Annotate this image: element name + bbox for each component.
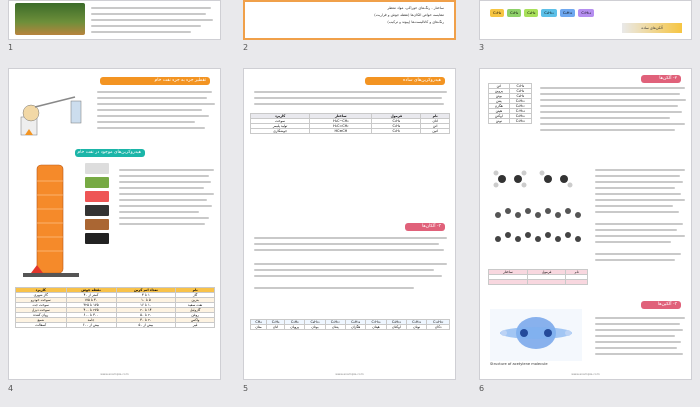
table-cell: تولید پلیمر [251,124,310,129]
table-cell: H₃C−CH₃ [310,119,372,124]
formula-chip: C₅H₁₀ [541,9,557,17]
table-cell: کمتر از ۴۰ [66,293,116,298]
table-cell: متان [251,325,267,330]
table-cell: C₂H₄ [372,124,421,129]
table-cell: اتان [267,325,285,330]
table-cell: سوخت [251,119,310,124]
table-cell: گاز [176,293,215,298]
column-header: کاربرد [16,288,67,293]
slide-number: 2 [243,43,249,52]
products-list [85,163,109,273]
table-cell: قیر [176,323,215,328]
slide-thumbnail-5[interactable] [243,68,456,380]
slide-number: 6 [479,384,485,393]
hydrocarbons-table [250,113,450,134]
table-cell: C₆H₁₂ [509,104,531,109]
table-cell: ۴۰۰ تا ۶۰۰ [66,313,116,318]
bullet: رنگ‌های و کاتالیست‌ها (پیوند و ترکیب) [387,20,444,24]
footer-text: www.example.com [100,372,129,376]
table-cell: C₂H₄ [509,84,531,89]
table-cell: شمع [16,318,67,323]
table-cell: پروپن [489,89,510,94]
section-header: هیدروکربن‌های ساده [365,77,445,85]
table-cell: ۴۰ تا ۱۷۵ [66,298,116,303]
table-cell: C₄H₈ [509,94,531,99]
slide-number: 1 [8,43,14,52]
column-header: فرمول [527,270,565,275]
section-header: تقطیر جزء به جزء نفت خام [100,77,210,85]
table-cell: اوکتان [386,325,406,330]
table-cell: C₉H₂₀ [407,320,427,325]
section-header: ۲- آلکن‌ها [641,75,681,83]
table-cell: جامد [66,318,116,323]
table-cell: ۲۰ تا ۵۰ [116,313,176,318]
table-cell: C₂H₆ [267,320,285,325]
table-cell: اوکتن [489,114,510,119]
table-cell: بوتن [489,94,510,99]
slide-number: 3 [479,43,485,52]
column-header: نام [566,270,588,275]
formula-chip: C₃H₆ [507,9,521,17]
footer-text: www.example.com [571,372,600,376]
table-cell: اتن [489,84,510,89]
bullet: مقایسه خواص آلکان‌ها (نقطه جوش و فراریت) [374,13,444,17]
table-cell: سوخت جت [16,303,67,308]
table-cell: هپتان [366,325,386,330]
table-cell: HC≡CH [310,129,372,134]
footer-text: www.example.com [335,372,364,376]
slide-thumbnail-3[interactable] [479,0,692,40]
table-cell: C₉H₁₈ [509,119,531,124]
table-cell: C₇H₁₄ [509,109,531,114]
table-cell: نونن [489,119,510,124]
fractions-table [15,287,215,328]
alkenes-table [488,83,532,124]
table-cell: سوخت خودرو [16,298,67,303]
table-cell: C₈H₁₈ [386,320,406,325]
table-cell: گاز شهری [16,293,67,298]
subsection-header: ۳- آلکین‌ها [641,301,681,309]
table-cell: ۱ تا ۴ [116,293,176,298]
table-cell: C₄H₁₀ [305,320,325,325]
formula-chip: C₄H₈ [524,9,538,17]
table-cell: دکان [427,325,450,330]
acetylene-structure-image [490,309,582,371]
table-cell: ۲۷۵ تا ۴۰۰ [66,308,116,313]
subsection-header: هیدروکربن‌های موجود در نفت خام [75,149,145,157]
table-cell: واکس [176,318,215,323]
formula-chip: C₆H₁₂ [560,9,576,17]
table-cell: ۱۰ تا ۱۶ [116,303,176,308]
slide-thumbnail-4[interactable] [8,68,221,380]
table-row [489,119,532,124]
formula-chip: C₇H₁₄ [578,9,594,17]
slide-thumbnail-2[interactable] [243,0,456,40]
table-cell: بوتان [305,325,325,330]
table-cell: نفت سفید [176,303,215,308]
table-cell: پروپان [285,325,305,330]
table-cell: اتن [421,124,450,129]
table-cell: روان کننده [16,313,67,318]
table-cell: نونان [407,325,427,330]
table-cell: C₆H₁₄ [345,320,365,325]
table-cell: پنتان [325,325,345,330]
formula-chip: C₂H₄ [490,9,504,17]
table-cell: اتین [421,129,450,134]
table-cell: C₅H₁₀ [509,99,531,104]
formula-buttons [490,9,594,17]
bullet: ساختار - رنگ‌های خوراکی، مواد معطر [387,6,444,10]
slide-1-image [15,3,85,35]
table-cell: C₈H₁₆ [509,114,531,119]
table-cell: سوخت دیزل [16,308,67,313]
column-header: کاربرد [251,114,310,119]
comparison-table [488,269,588,285]
column-header: ساختار [310,114,372,119]
slide-thumbnail-1[interactable] [8,0,221,40]
alkanes-table [250,319,450,330]
table-cell: بیش از ۵۰ [116,323,176,328]
table-cell: جوشکاری [251,129,310,134]
subsection-header: ۳- آلکان‌ها [405,223,445,231]
structure-caption: Structure of acetylene molecule [490,362,548,366]
distillation-apparatus-image [17,87,87,139]
alkene-molecule-models-image [488,165,588,255]
table-cell: C₃H₈ [285,320,305,325]
slide-caption: آلکن‌های ساده [622,23,682,33]
table-cell: بنزین [176,298,215,303]
table-cell: اتان [421,119,450,124]
table-row [251,129,450,134]
table-cell: روغن [176,313,215,318]
table-cell: ۱۷۵ تا ۳۲۵ [66,303,116,308]
slide-number: 4 [8,384,14,393]
column-header: نام [176,288,215,293]
column-header: ساختار [489,270,528,275]
table-cell: C₂H₂ [372,129,421,134]
column-header: نقطه جوش [66,288,116,293]
slide-number: 5 [243,384,249,393]
table-cell: C₇H₁₆ [366,320,386,325]
table-cell: پنتن [489,99,510,104]
table-cell: گازوئیل [176,308,215,313]
table-row [251,325,450,330]
table-cell: CH₄ [251,320,267,325]
table-cell: بیش از ۶۰۰ [66,323,116,328]
table-cell: C₃H₆ [509,89,531,94]
table-row [16,323,215,328]
table-cell: هگزن [489,104,510,109]
slide-thumbnail-6[interactable] [479,68,692,380]
column-header: فرمول [372,114,421,119]
table-cell: ۵ تا ۱۰ [116,298,176,303]
table-cell: آسفالت [16,323,67,328]
fractionating-column-image [21,161,81,281]
table-cell: H₂C=CH₂ [310,124,372,129]
column-header: نام [421,114,450,119]
table-cell: C₅H₁₂ [325,320,345,325]
table-cell: C₁₀H₂₂ [427,320,450,325]
table-cell: هپتن [489,109,510,114]
table-cell: ۲۰ تا ۴۰ [116,318,176,323]
table-cell: ۱۴ تا ۲۰ [116,308,176,313]
column-header: تعداد اتم کربن [116,288,176,293]
table-cell: C₂H₆ [372,119,421,124]
table-cell: هگزان [345,325,365,330]
